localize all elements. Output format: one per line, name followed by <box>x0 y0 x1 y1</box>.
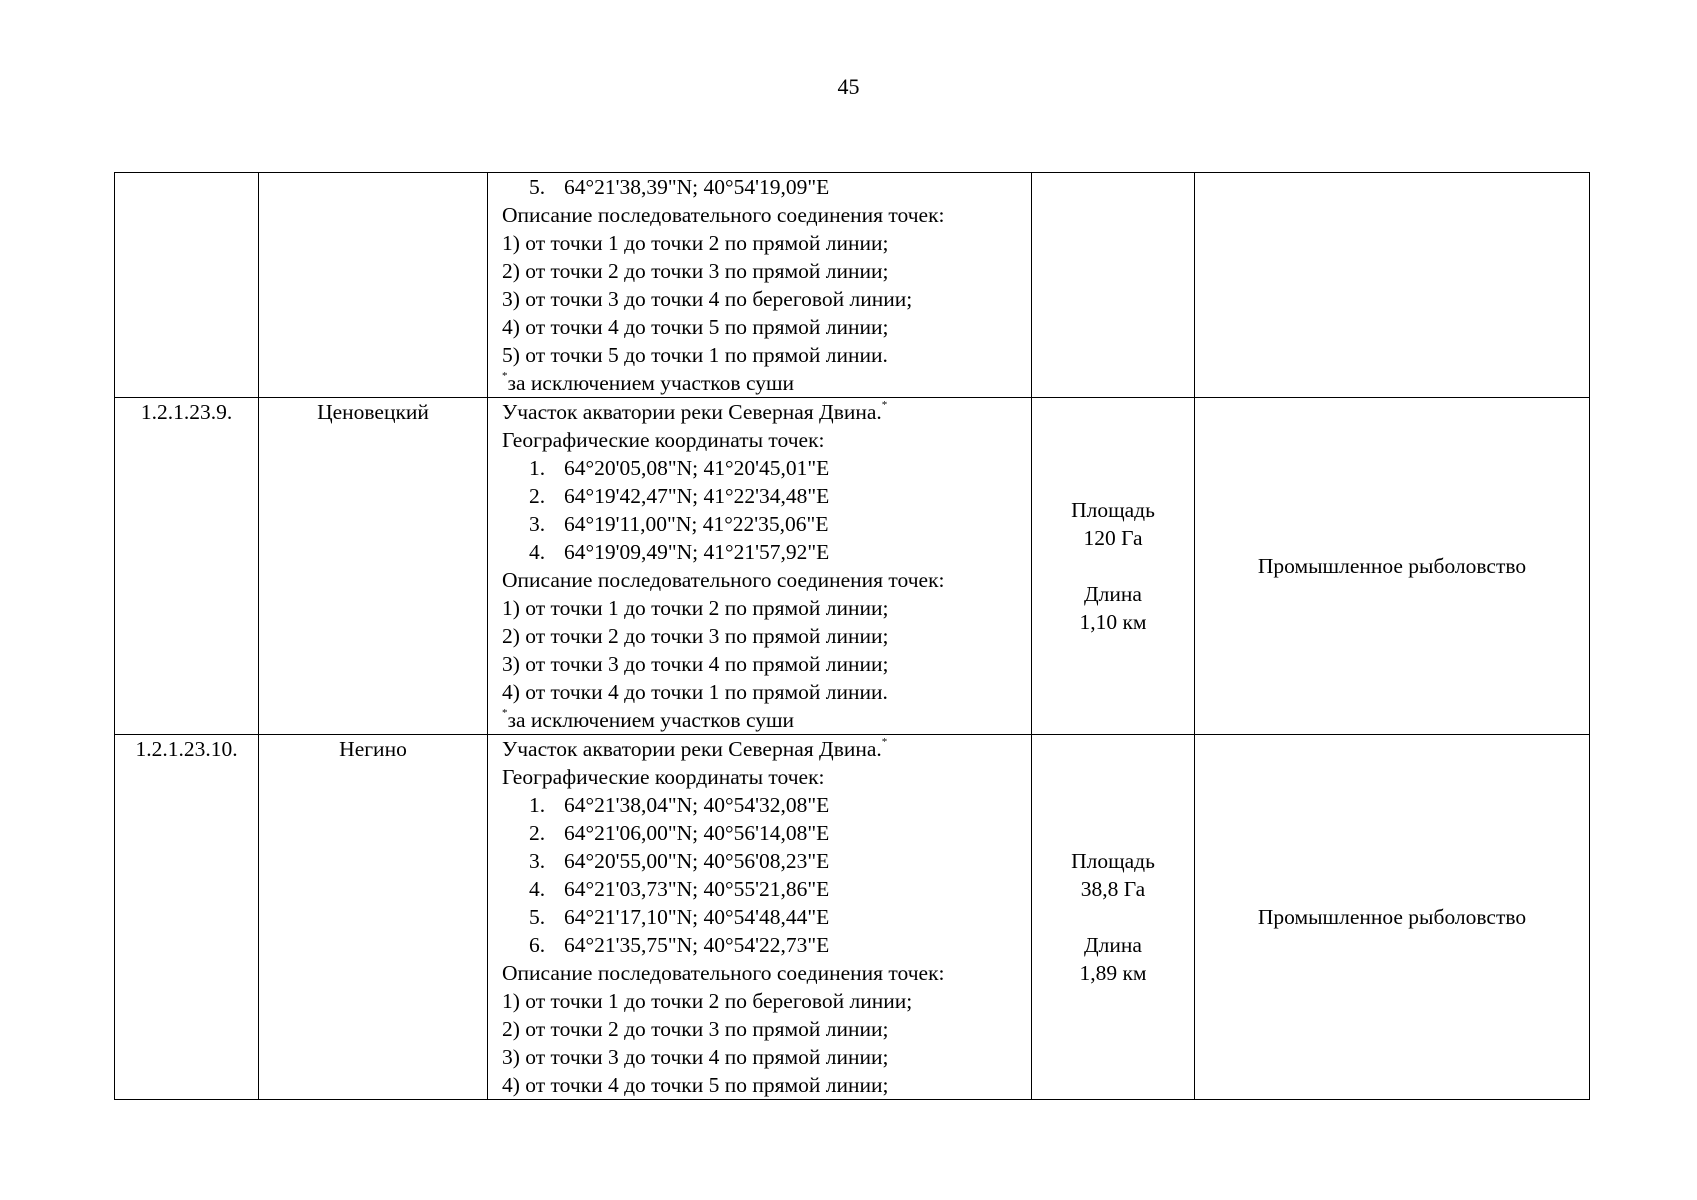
coordinate-point: 4. 64°19'09,49"N; 41°21'57,92"E <box>529 540 830 564</box>
coordinate-point: 2. 64°19'42,47"N; 41°22'34,48"E <box>529 484 830 508</box>
name-cell <box>259 173 488 398</box>
coordinate-point: 1. 64°20'05,08"N; 41°20'45,01"E <box>529 456 830 480</box>
description-cell <box>488 398 1032 735</box>
connection-item: 2) от точки 2 до точки 3 по прямой линии; <box>502 1017 889 1041</box>
connection-item: 3) от точки 3 до точки 4 по береговой линии; <box>502 287 913 311</box>
area-label: Площадь <box>1071 849 1155 873</box>
usage-cell <box>1195 735 1590 1100</box>
usage-cell <box>1195 398 1590 735</box>
connection-item: 3) от точки 3 до точки 4 по прямой линии; <box>502 652 889 676</box>
metrics-cell <box>1032 735 1195 1100</box>
connection-item: 5) от точки 5 до точки 1 по прямой линии. <box>502 343 888 367</box>
table-row <box>115 735 1590 1100</box>
description-cell <box>488 735 1032 1100</box>
footnote-note: *за исключением участков суши <box>502 369 795 395</box>
area-intro: Участок акватории реки Северная Двина.* <box>502 398 888 424</box>
length-label: Длина <box>1084 582 1142 606</box>
coordinate-point: 4. 64°21'03,73"N; 40°55'21,86"E <box>529 877 830 901</box>
area-value: 38,8 Га <box>1080 877 1146 901</box>
usage-text: Промышленное рыболовство <box>1257 905 1527 929</box>
length-label: Длина <box>1084 933 1142 957</box>
area-intro: Участок акватории реки Северная Двина.* <box>502 735 888 761</box>
length-value: 1,10 км <box>1079 610 1147 634</box>
connection-item: 1) от точки 1 до точки 2 по прямой линии; <box>502 596 889 620</box>
connection-item: 1) от точки 1 до точки 2 по прямой линии; <box>502 231 889 255</box>
coordinate-point: 1. 64°21'38,04"N; 40°54'32,08"E <box>529 793 830 817</box>
code-cell: 1.2.1.23.10. <box>115 735 259 1100</box>
area-label: Площадь <box>1071 498 1155 522</box>
table-row <box>115 173 1590 398</box>
name-cell: Негино <box>259 735 488 1100</box>
coordinates-title: Географические координаты точек: <box>502 765 825 789</box>
coordinate-point: 2. 64°21'06,00"N; 40°56'14,08"E <box>529 821 830 845</box>
connection-title: Описание последовательного соединения точек: <box>502 961 945 985</box>
fishing-areas-table <box>114 172 1590 1100</box>
coordinate-point: 3. 64°20'55,00"N; 40°56'08,23"E <box>529 849 830 873</box>
code-cell <box>115 173 259 398</box>
usage-cell <box>1195 173 1590 398</box>
connection-item: 1) от точки 1 до точки 2 по береговой линии; <box>502 989 913 1013</box>
metrics-cell <box>1032 173 1195 398</box>
description-cell <box>488 173 1032 398</box>
footnote-note: *за исключением участков суши <box>502 706 795 732</box>
connection-item: 4) от точки 4 до точки 5 по прямой линии; <box>502 1073 889 1097</box>
connection-item: 4) от точки 4 до точки 5 по прямой линии; <box>502 315 889 339</box>
coordinate-point: 6. 64°21'35,75"N; 40°54'22,73"E <box>529 933 830 957</box>
area-value: 120 Га <box>1083 526 1143 550</box>
connection-item: 2) от точки 2 до точки 3 по прямой линии; <box>502 624 889 648</box>
coordinate-point: 3. 64°19'11,00"N; 41°22'35,06"E <box>529 512 829 536</box>
table-row <box>115 398 1590 735</box>
usage-text: Промышленное рыболовство <box>1257 554 1527 578</box>
length-value: 1,89 км <box>1079 961 1147 985</box>
coordinates-title: Географические координаты точек: <box>502 428 825 452</box>
connection-title: Описание последовательного соединения точек: <box>502 203 945 227</box>
connection-item: 4) от точки 4 до точки 1 по прямой линии. <box>502 680 888 704</box>
metrics-cell <box>1032 398 1195 735</box>
code-cell: 1.2.1.23.9. <box>115 398 259 735</box>
connection-item: 3) от точки 3 до точки 4 по прямой линии; <box>502 1045 889 1069</box>
connection-item: 2) от точки 2 до точки 3 по прямой линии; <box>502 259 889 283</box>
coordinate-point: 5. 64°21'17,10"N; 40°54'48,44"E <box>529 905 830 929</box>
coordinate-point: 5. 64°21'38,39"N; 40°54'19,09"E <box>529 175 830 199</box>
name-cell: Ценовецкий <box>259 398 488 735</box>
connection-title: Описание последовательного соединения точек: <box>502 568 945 592</box>
page-number: 45 <box>837 74 860 99</box>
